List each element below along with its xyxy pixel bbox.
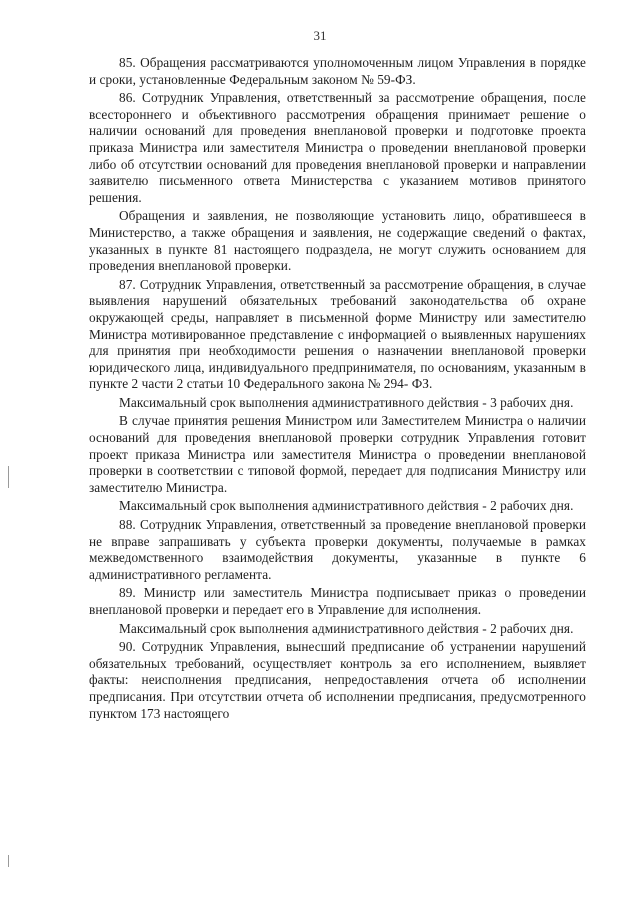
paragraph-86-note: Обращения и заявления, не позволяющие установить лицо, обратившееся в Министерство, а также обращения и заявления, не содержащие сведений о фактах, указанных в пункте 81 настоящего подраздела, не могут служить основанием для проведения внеплановой проверки.: [89, 208, 586, 274]
paragraph-87-deadline: Максимальный срок выполнения административного действия - 3 рабочих дня.: [119, 394, 574, 410]
paragraph-87-decision: В случае принятия решения Министром или Заместителем Министра о наличии оснований для проведения внеплановой проверки сотрудник Управления готовит проект приказа Министра или заместителя Министра о проведении внеплановой проверки в соответствии с типовой формой, передает для подписания Министру или заместителю Министра.: [89, 413, 586, 495]
scan-mark-left-bottom: [8, 855, 9, 867]
paragraph-89: 89. Министр или заместитель Министра подписывает приказ о проведении внеплановой проверки и передает его в Управление для исполнения.: [89, 585, 586, 617]
paragraph-87: 87. Сотрудник Управления, ответственный за рассмотрение обращения, в случае выявления нарушений обязательных требований законодательства об охране окружающей среды, направляет в письменной форме Министру или заместителю Министра мотивированное представление с информацией о выявленных нарушениях для принятия при необходимости решения о назначении внеплановой проверки юридического лица, индивидуального предпринимателя, по основаниям, указанным в пункте 2 части 2 статьи 10 Федерального закона № 294- ФЗ.: [89, 276, 586, 392]
paragraph-89-deadline: Максимальный срок выполнения административного действия - 2 рабочих дня.: [119, 620, 574, 636]
paragraph-86: 86. Сотрудник Управления, ответственный за рассмотрение обращения, после всестороннего и объективного рассмотрения обращения принимает решение о наличии оснований для проведения внеплановой проверки и подготовке проекта приказа Министра или заместителя Министра о проведении внеплановой проверки либо об отсутствии оснований для проведения внеплановой проверки и направлении заявителю письменного ответа Министерства с указанием мотивов принятого решения.: [89, 90, 586, 205]
paragraph-88: 88. Сотрудник Управления, ответственный за проведение внеплановой проверки не вправе запрашивать у субъекта проверки документы, получаемые в рамках межведомственного взаимодействия документы, указанные в пункте 6 административного регламента.: [89, 517, 586, 582]
scan-mark-left-top: [8, 466, 9, 488]
document-body: [89, 55, 586, 722]
paragraph-85: 85. Обращения рассматриваются уполномоченным лицом Управления в порядке и сроки, установленные Федеральным законом № 59-ФЗ.: [89, 55, 586, 87]
paragraph-87-deadline-2: Максимальный срок выполнения административного действия - 2 рабочих дня.: [119, 498, 574, 514]
page-number: 31: [313, 28, 327, 43]
paragraph-90: 90. Сотрудник Управления, вынесший предписание об устранении нарушений обязательных требований, осуществляет контроль за его исполнением, выявляет факты: неисполнения предписания, непредоставления отчета об исполнении предписания. При отсутствии отчета об исполнении предписания, предусмотренного пунктом 173 настоящего: [89, 639, 586, 721]
